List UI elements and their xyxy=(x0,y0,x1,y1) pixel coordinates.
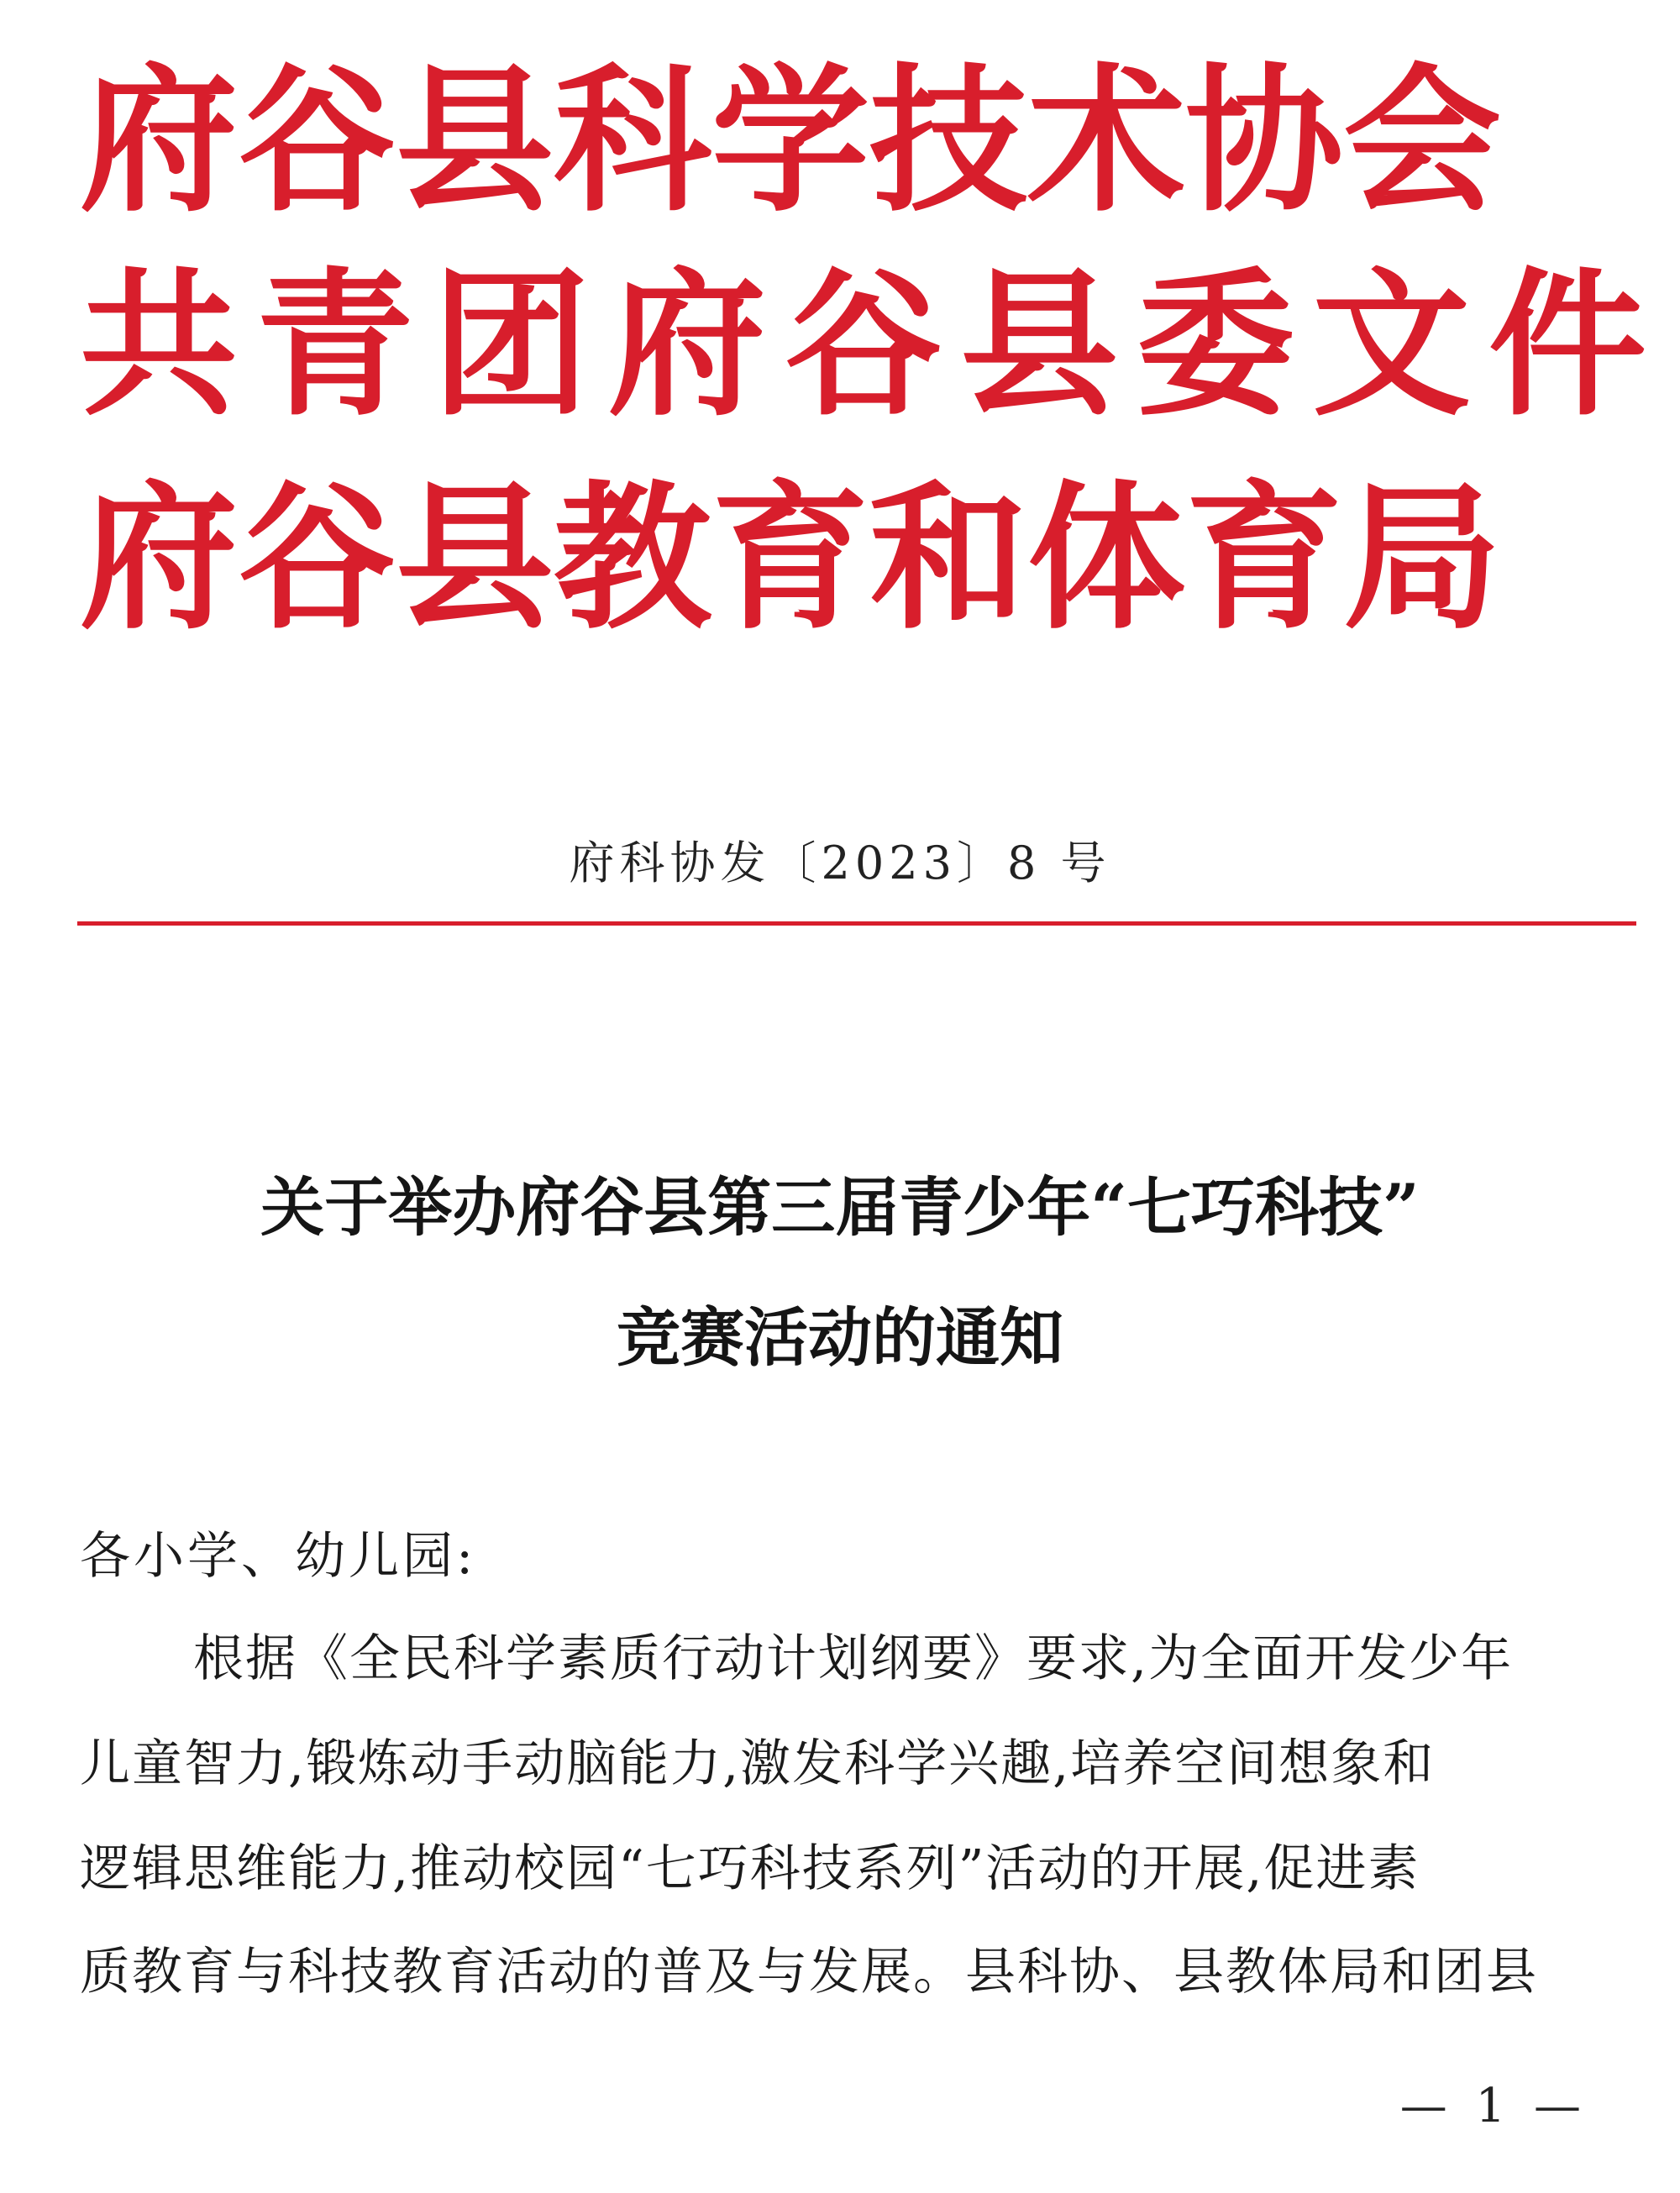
issuer-char: 团 xyxy=(432,254,591,438)
body-text-line: 根据《全民科学素质行动计划纲要》要求,为全面开发少年 xyxy=(193,1629,1514,1688)
issuer-char: 县 xyxy=(960,254,1119,438)
body-text-line: 质教育与科技教育活动的普及与发展。县科协、县教体局和团县 xyxy=(80,1943,1538,2002)
body-text-line: 儿童智力,锻炼动手动脑能力,激发科学兴趣,培养空间想象和 xyxy=(80,1734,1436,1793)
issuer-char: 府 xyxy=(607,254,766,438)
issuer-line-youth-league xyxy=(80,254,1646,438)
page-number: — 1 — xyxy=(1399,2079,1588,2133)
notice-title-line-1: 关于举办府谷县第三届青少年“七巧科技” xyxy=(260,1170,1420,1245)
issuer-line-education-bureau: 府谷县教育和体育局 xyxy=(80,467,1501,651)
body-text-line: 逻辑思维能力,推动校园“七巧科技系列”活动的开展,促进素 xyxy=(80,1839,1420,1898)
issuer-char: 青 xyxy=(255,254,414,438)
salutation: 各小学、幼儿园: xyxy=(80,1527,477,1586)
issuer-char: 谷 xyxy=(784,254,942,438)
document-number: 府科协发〔2023〕8 号 xyxy=(569,837,1111,889)
issuer-line-science-association: 府谷县科学技术协会 xyxy=(80,50,1501,233)
issuer-char: 委 xyxy=(1136,254,1294,438)
issuer-char: 件 xyxy=(1488,254,1646,438)
red-divider-line xyxy=(77,921,1636,926)
issuer-char: 文 xyxy=(1312,254,1471,438)
issuer-char: 共 xyxy=(80,254,238,438)
notice-title-line-2: 竞赛活动的通知 xyxy=(617,1300,1063,1375)
